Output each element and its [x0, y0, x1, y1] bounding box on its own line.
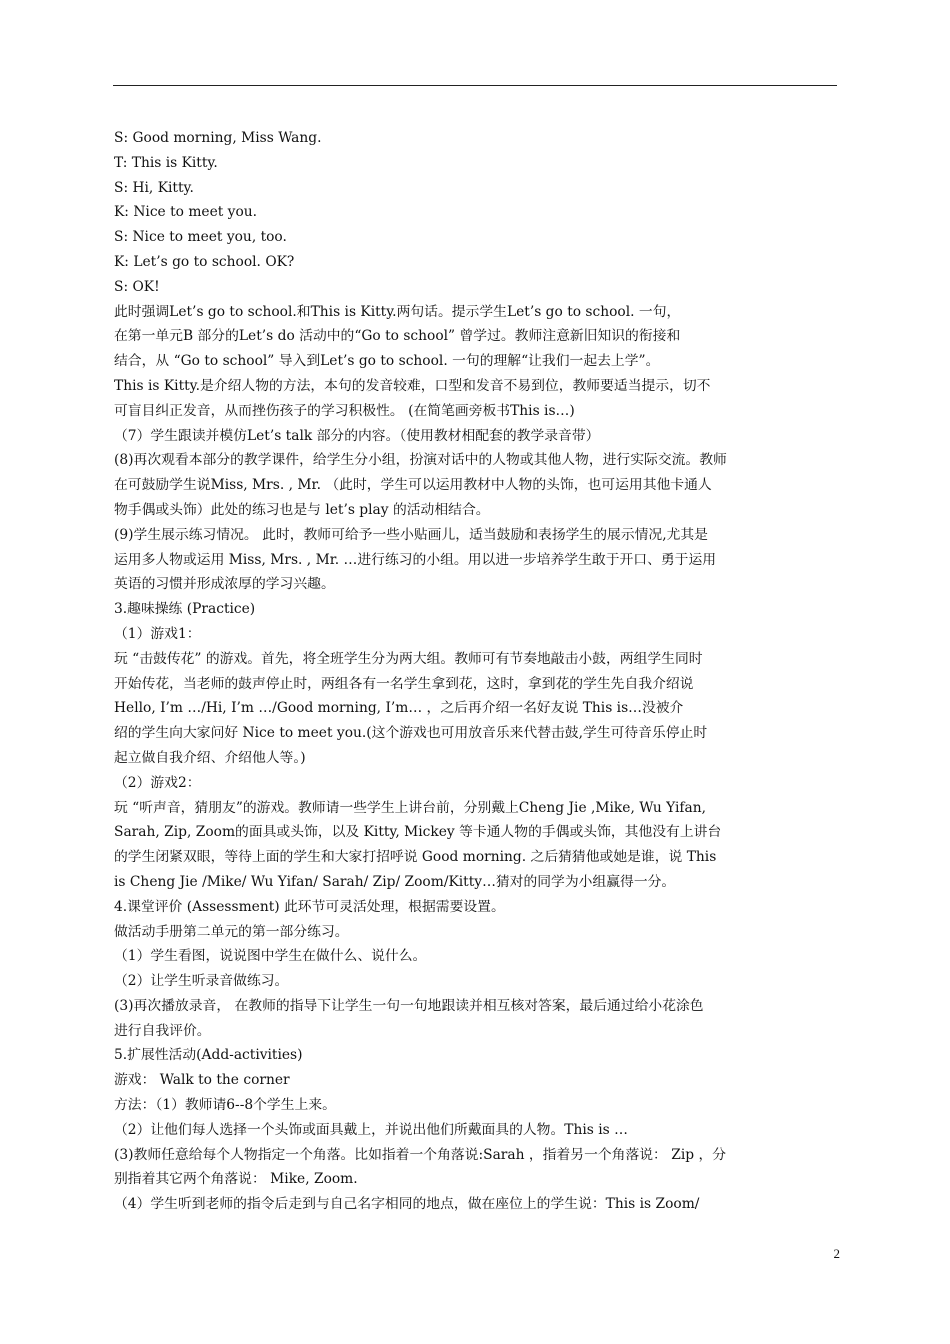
text-line: 方法：（1）教师请6--8个学生上来。 — [114, 1097, 336, 1114]
text-line: 进行自我评价。 — [114, 1022, 211, 1039]
text-line: （7）学生跟读并模仿Let’s talk 部分的内容。（使用教材相配套的教学录音带） — [114, 427, 600, 444]
text-line: （1）学生看图，说说图中学生在做什么、说什么。 — [114, 948, 427, 965]
text-line: K: Let’s go to school. OK? — [114, 253, 295, 270]
text-line: 做活动手册第二单元的第一部分练习。 — [114, 923, 349, 940]
text-line: 起立做自我介绍、介绍他人等。) — [114, 749, 306, 766]
page-number: 2 — [833, 1246, 840, 1261]
text-line: 结合，从 “Go to school” 导入到Let’s go to school. 一句的理解“让我们一起去上学”。 — [114, 353, 660, 370]
text-line: S: Good morning, Miss Wang. — [114, 130, 322, 146]
text-line: (8)再次观看本部分的教学课件，给学生分小组，扮演对话中的人物或其他人物，进行实际交流。教师 — [114, 452, 727, 469]
text-line: （2）让他们每人选择一个头饰或面具戴上，并说出他们所戴面具的人物。This is … — [114, 1121, 628, 1138]
text-line: 在第一单元B 部分的Let’s do 活动中的“Go to school” 曾学过。教师注意新旧知识的衔接和 — [114, 328, 681, 345]
text-line: S: Nice to meet you, too. — [114, 229, 287, 246]
text-line: 可盲目纠正发音，从而挫伤孩子的学习积极性。 (在简笔画旁板书This is…) — [114, 402, 575, 419]
text-line: 在可鼓励学生说Miss, Mrs. , Mr. （此时，学生可以运用教材中人物的头饰，也可运用其他卡通人 — [114, 477, 712, 494]
text-line: 玩 “听声音，猜朋友”的游戏。教师请一些学生上讲台前，分别戴上Cheng Jie ,Mike, Wu Yifan, — [114, 799, 707, 816]
text-line: K: Nice to meet you. — [114, 204, 258, 221]
text-line: 物手偶或头饰）此处的练习也是与 let’s play 的活动相结合。 — [114, 501, 490, 518]
text-line: 游戏： Walk to the corner — [114, 1072, 290, 1089]
text-line: 的学生闭紧双眼，等待上面的学生和大家打招呼说 Good morning. 之后猜猜他或她是谁，说 This — [114, 849, 717, 866]
text-line: 开始传花，当老师的鼓声停止时，两组各有一名学生拿到花，这时，拿到花的学生先自我介绍说 — [114, 675, 694, 692]
text-line: 别指着其它两个角落说： Mike, Zoom. — [114, 1171, 358, 1188]
text-line: Hello, I’m …/Hi, I’m …/Good morning, I’m… ，之后再介绍一名好友说 This is…没被介 — [114, 700, 684, 717]
text-line: 此时强调Let’s go to school.和This is Kitty.两句话。提示学生Let’s go to school. 一句， — [114, 303, 681, 320]
text-line: 5.扩展性活动(Add-activities) — [114, 1047, 303, 1064]
document-body — [114, 126, 840, 1217]
text-line: 绍的学生向大家问好 Nice to meet you.(这个游戏也可用放音乐来代替击鼓,学生可待音乐停止时 — [114, 725, 708, 742]
text-line: 英语的习惯并形成浓厚的学习兴趣。 — [114, 576, 335, 593]
text-line: (3)教师任意给每个人物指定一个角落。比如指着一个角落说:Sarah ，指着另一个角落说： Zip ，分 — [114, 1146, 727, 1163]
text-line: S: Hi, Kitty. — [114, 179, 194, 196]
text-line: 3.趣味操练 (Practice) — [114, 601, 256, 618]
text-line: （2）让学生听录音做练习。 — [114, 973, 289, 990]
text-line: T: This is Kitty. — [114, 154, 218, 171]
text-line: 运用多人物或运用 Miss, Mrs. , Mr. …进行练习的小组。用以进一步培养学生敢于开口、勇于运用 — [114, 551, 717, 568]
text-line: Sarah, Zip, Zoom的面具或头饰，以及 Kitty, Mickey 等卡通人物的手偶或头饰，其他没有上讲台 — [114, 824, 722, 841]
text-line: （1）游戏1： — [114, 625, 201, 642]
text-line: (3)再次播放录音， 在教师的指导下让学生一句一句地跟读并相互核对答案，最后通过给小花涂色 — [114, 997, 704, 1014]
text-line: （4）学生听到老师的指令后走到与自己名字相同的地点，做在座位上的学生说：This is Zoom/ — [114, 1196, 700, 1213]
text-line: 玩 “击鼓传花” 的游戏。首先，将全班学生分为两大组。教师可有节奏地敲击小鼓，两组学生同时 — [114, 650, 703, 667]
text-line: 4.课堂评价 (Assessment) 此环节可灵活处理，根据需要设置。 — [114, 898, 505, 915]
header-rule — [113, 85, 837, 86]
text-line: (9)学生展示练习情况。 此时，教师可给予一些小贴画儿，适当鼓励和表扬学生的展示情况,尤其是 — [114, 526, 708, 543]
text-line: is Cheng Jie /Mike/ Wu Yifan/ Sarah/ Zip/ Zoom/Kitty…猜对的同学为小组赢得一分。 — [114, 873, 676, 890]
text-line: （2）游戏2： — [114, 774, 201, 791]
text-line: This is Kitty.是介绍人物的方法，本句的发音较难，口型和发音不易到位，教师要适当提示，切不 — [114, 377, 711, 394]
text-line: S: OK! — [114, 278, 160, 295]
